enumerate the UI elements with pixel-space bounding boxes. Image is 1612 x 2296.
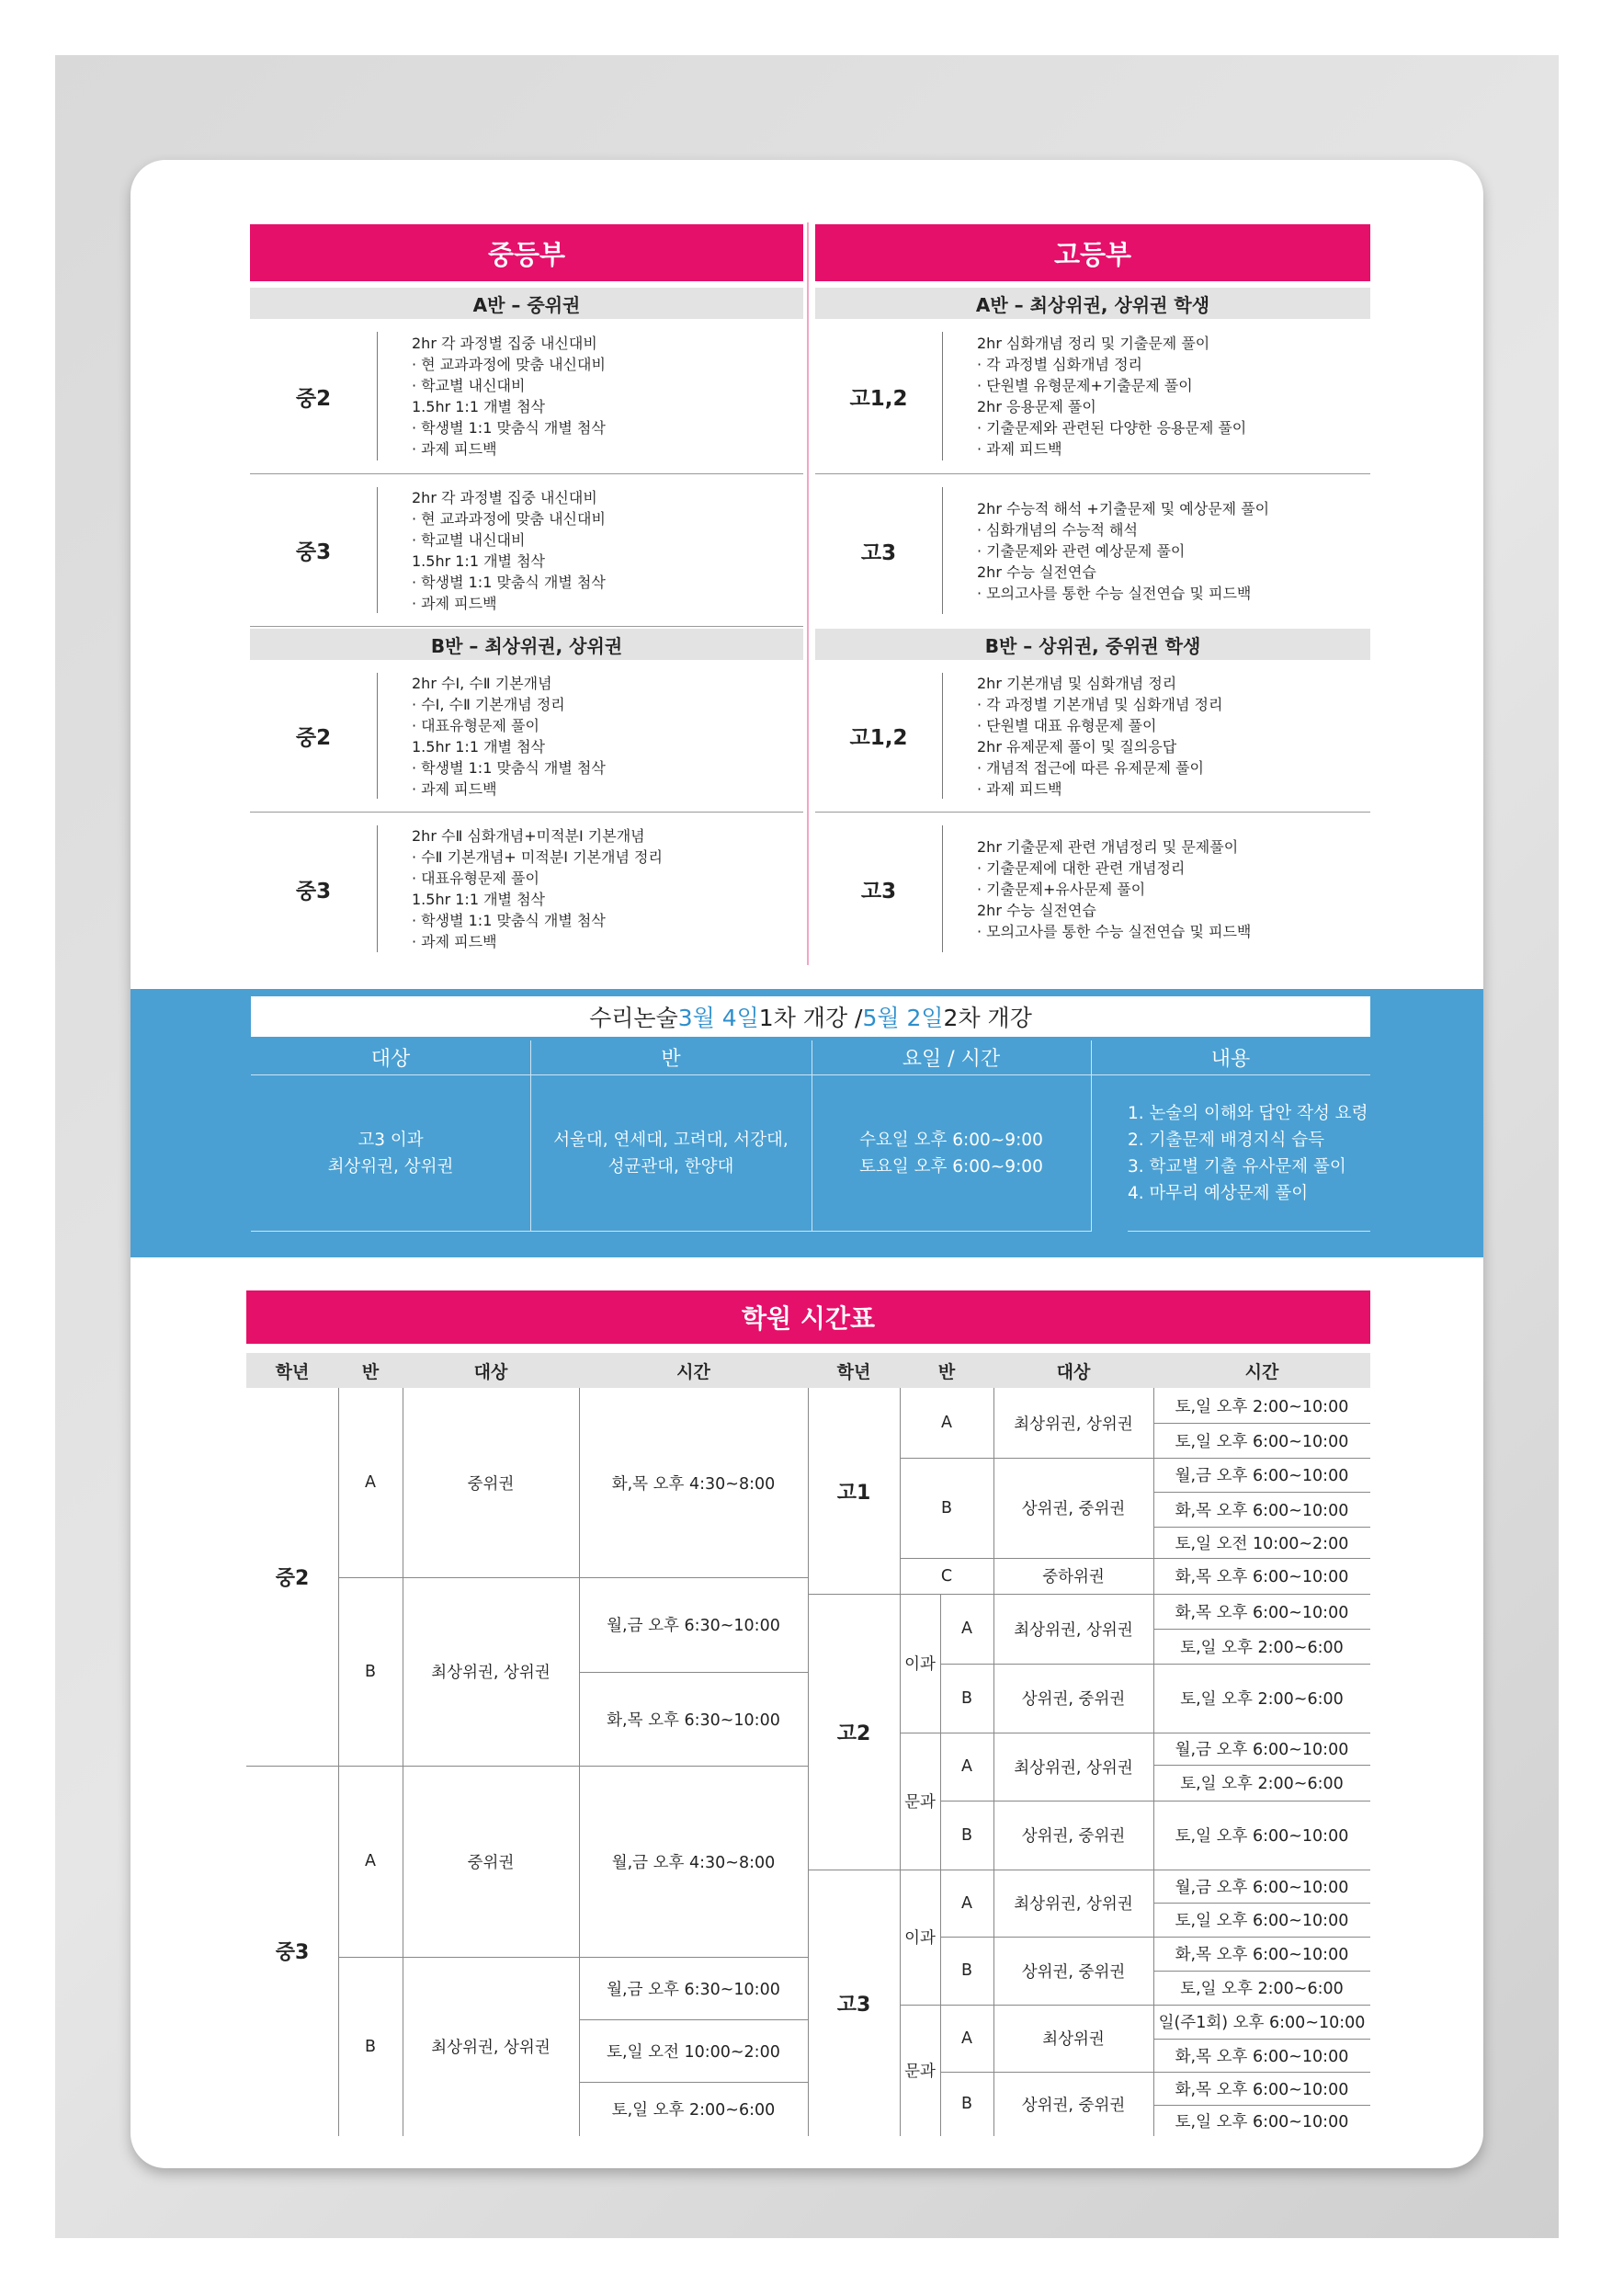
col-header-class: 반 [530, 1040, 812, 1075]
schedule-time: 토,일 오후 6:00~10:00 [1175, 1432, 1349, 1451]
schedule-time: 토,일 오후 2:00~6:00 [1180, 1775, 1344, 1793]
nonsul-times: 수요일 오후 6:00~9:00 토요일 오후 6:00~9:00 [812, 1075, 1091, 1232]
schedule-time: 화,목 오후 6:00~10:00 [1175, 2047, 1349, 2066]
second-open-date: 5월 2일 [862, 1005, 944, 1031]
schedule-time: 토,일 오후 6:00~10:00 [1175, 2112, 1349, 2131]
schedule-time: 토,일 오후 2:00~10:00 [1175, 1397, 1349, 1416]
schedule-time: 토,일 오전 10:00~2:00 [607, 2042, 780, 2062]
first-open-date: 3월 4일 [677, 1005, 759, 1031]
target-label: 상위권, 중위권 [1021, 1962, 1126, 1982]
target-label: 상위권, 중위권 [1021, 1690, 1126, 1709]
schedule-time: 토,일 오후 2:00~6:00 [1180, 1638, 1344, 1657]
target-label: 중하위권 [1042, 1568, 1105, 1586]
course-block [250, 474, 803, 627]
schedule-time: 월,금 오후 4:30~8:00 [611, 1853, 776, 1872]
schedule-time: 월,금 오후 6:30~10:00 [607, 1617, 780, 1635]
target-label: 최상위권, 상위권 [1014, 1415, 1133, 1434]
schedule-time: 토,일 오후 2:00~6:00 [1180, 1980, 1344, 1998]
class-label: A [961, 1893, 972, 1913]
class-label: B [960, 2095, 972, 2113]
schedule-time: 토,일 오후 2:00~6:00 [1180, 1690, 1344, 1709]
high-b-class-label: B반 – 상위권, 중위권 학생 [815, 629, 1370, 660]
target-label: 최상위권, 상위권 [1014, 1620, 1133, 1640]
grade-m2: 중2 [275, 1567, 310, 1590]
target-label: 상위권, 중위권 [1021, 1827, 1126, 1846]
schedule-time: 토,일 오후 2:00~6:00 [611, 2101, 776, 2120]
track-label: 문과 [904, 2063, 936, 2081]
nonsul-target: 고3 이과 최상위권, 상위권 [251, 1075, 530, 1232]
th-time: 시간 [1153, 1353, 1370, 1388]
th-time: 시간 [579, 1353, 808, 1388]
schedule-time: 화,목 오후 6:30~10:00 [607, 1711, 780, 1730]
th-target: 대상 [403, 1353, 579, 1388]
class-label: B [364, 1662, 376, 1681]
grade-m3: 중3 [275, 1941, 310, 1964]
course-description: 2hr 각 과정별 집중 내신대비 · 현 교과과정에 맞춤 내신대비 · 학교별 내신대비 1.5hr 1:1 개별 첨삭 · 학생별 1:1 맞춤식 개별 첨삭 · 과제 피드백 [412, 488, 606, 612]
course-grade: 중2 [295, 726, 332, 750]
class-label: B [940, 1498, 952, 1517]
target-label: 중위권 [467, 1474, 515, 1494]
class-label: C [940, 1566, 953, 1586]
schedule-time: 화,목 오후 6:00~10:00 [1175, 1946, 1349, 1964]
class-label: B [960, 1825, 972, 1845]
col-header-time: 요일 / 시간 [812, 1040, 1091, 1075]
course-grade: 중2 [295, 386, 332, 411]
track-label: 이과 [904, 1655, 936, 1674]
schedule-time: 화,목 오후 6:00~10:00 [1175, 2080, 1349, 2099]
th-target: 대상 [993, 1353, 1153, 1388]
target-label: 최상위권, 상위권 [1014, 1758, 1133, 1778]
track-label: 이과 [904, 1929, 936, 1948]
schedule-time: 토,일 오후 6:00~10:00 [1175, 1912, 1349, 1930]
brochure-card [131, 160, 1483, 2168]
class-label: B [364, 2037, 376, 2056]
course-grade: 고1,2 [849, 386, 908, 411]
class-label: A [961, 2029, 972, 2048]
th-grade: 학년 [808, 1353, 900, 1388]
course-description: 2hr 기본개념 및 심화개념 정리 · 각 과정별 기본개념 및 심화개념 정리 · 단원별 대표 유형문제 풀이 2hr 유제문제 풀이 및 질의응답 · 개념적 접근에 따른 유제문제 풀이 · 과제 피드백 [977, 674, 1223, 798]
nonsul-contents: 1. 논술의 이해와 답안 작성 요령 2. 기출문제 배경지식 습득 3. 학교별 기출 유사문제 풀이 4. 마무리 예상문제 풀이 [1128, 1075, 1370, 1232]
schedule-time: 토,일 오전 10:00~2:00 [1175, 1534, 1349, 1553]
nonsul-title: 수리논술 3월 4일 1차 개강 / 5월 2일 2차 개강 [251, 996, 1370, 1037]
course-description: 2hr 수Ⅰ, 수Ⅱ 기본개념 · 수Ⅰ, 수Ⅱ 기본개념 정리 · 대표유형문제 풀이 1.5hr 1:1 개별 첨삭 · 학생별 1:1 맞춤식 개별 첨삭 · 과제 피드백 [412, 674, 606, 798]
schedule-time: 토,일 오후 6:00~10:00 [1175, 1827, 1349, 1846]
class-label: B [960, 1688, 972, 1708]
course-grade: 고1,2 [849, 726, 908, 750]
target-label: 최상위권, 상위권 [1014, 1895, 1133, 1914]
section-divider [807, 222, 809, 965]
course-description: 2hr 수능적 해석 +기출문제 및 예상문제 풀이 · 심화개념의 수능적 해석 · 기출문제와 관련 예상문제 풀이 2hr 수능 실전연습 · 모의고사를 통한 수능 실전연습 및 피드백 [977, 499, 1270, 602]
nonsul-section [131, 989, 1483, 1257]
class-label: A [365, 1852, 376, 1870]
schedule-time: 월,금 오후 6:00~10:00 [1175, 1878, 1349, 1897]
target-label: 상위권, 중위권 [1021, 1500, 1126, 1518]
schedule-time: 화,목 오후 4:30~8:00 [611, 1474, 776, 1494]
course-description: 2hr 기출문제 관련 개념정리 및 문제풀이 · 기출문제에 대한 관련 개념정리 · 기출문제+유사문제 풀이 2hr 수능 실전연습 · 모의고사를 통한 수능 실전연습 및 피드백 [977, 837, 1252, 940]
course-grade: 고3 [860, 879, 897, 904]
course-description: 2hr 각 과정별 집중 내신대비 · 현 교과과정에 맞춤 내신대비 · 학교별 내신대비 1.5hr 1:1 개별 첨삭 · 학생별 1:1 맞춤식 개별 첨삭 · 과제 피드백 [412, 335, 606, 458]
timetable-title: 학원 시간표 [246, 1290, 1370, 1344]
target-label: 상위권, 중위권 [1021, 2096, 1126, 2115]
schedule-time: 화,목 오후 6:00~10:00 [1175, 1603, 1349, 1622]
schedule-time: 화,목 오후 6:00~10:00 [1175, 1568, 1349, 1586]
course-block [250, 813, 803, 965]
th-grade: 학년 [246, 1353, 338, 1388]
middle-a-class-label: A반 – 중위권 [250, 288, 803, 319]
course-grade: 중3 [295, 540, 332, 564]
middle-b-class-label: B반 – 최상위권, 상위권 [250, 629, 803, 660]
th-class: 반 [338, 1353, 403, 1388]
target-label: 최상위권, 상위권 [431, 2039, 551, 2057]
th-class: 반 [900, 1353, 993, 1388]
class-label: A [941, 1414, 952, 1432]
course-block [815, 813, 1370, 965]
course-description: 2hr 수Ⅱ 심화개념+미적분Ⅰ 기본개념 · 수Ⅱ 기본개념+ 미적분Ⅰ 기본개념 정리 · 대표유형문제 풀이 1.5hr 1:1 개별 첨삭 · 학생별 1:1 맞춤식 개별 첨삭 · 과제 피드백 [412, 827, 663, 950]
class-label: A [365, 1473, 376, 1492]
course-description: 2hr 심화개념 정리 및 기출문제 풀이 · 각 과정별 심화개념 정리 · 단원별 유형문제+기출문제 풀이 2hr 응용문제 풀이 · 기출문제와 관련된 다양한 응용문제 풀이 · 과제 피드백 [977, 335, 1247, 458]
target-label: 중위권 [467, 1853, 515, 1872]
grade-h1: 고1 [836, 1481, 871, 1505]
class-label: A [961, 1620, 972, 1638]
target-label: 최상위권, 상위권 [431, 1664, 551, 1682]
high-school-header: 고등부 [815, 224, 1370, 281]
col-header-target: 대상 [251, 1040, 530, 1075]
course-block [815, 319, 1370, 474]
schedule-time: 월,금 오후 6:00~10:00 [1175, 1467, 1349, 1485]
grade-h3: 고3 [836, 1993, 871, 2017]
schedule-time: 월,금 오후 6:30~10:00 [607, 1980, 780, 1999]
schedule-time: 화,목 오후 6:00~10:00 [1175, 1501, 1349, 1520]
track-label: 문과 [904, 1793, 936, 1812]
course-block [815, 474, 1370, 627]
course-block [250, 660, 803, 813]
target-label: 최상위권 [1042, 2030, 1105, 2049]
class-label: A [961, 1757, 972, 1776]
course-grade: 고3 [860, 540, 897, 565]
schedule-time: 월,금 오후 6:00~10:00 [1175, 1741, 1349, 1759]
course-grade: 중3 [295, 879, 332, 904]
class-label: B [960, 1961, 972, 1980]
col-header-content: 내용 [1091, 1040, 1370, 1075]
middle-school-header: 중등부 [250, 224, 803, 281]
high-a-class-label: A반 – 최상위권, 상위권 학생 [815, 288, 1370, 319]
course-block [250, 319, 803, 474]
grade-h2: 고2 [836, 1722, 871, 1745]
course-block [815, 660, 1370, 813]
schedule-time: 일(주1회) 오후 6:00~10:00 [1158, 2014, 1366, 2032]
nonsul-classes: 서울대, 연세대, 고려대, 서강대, 성균관대, 한양대 [530, 1075, 812, 1232]
